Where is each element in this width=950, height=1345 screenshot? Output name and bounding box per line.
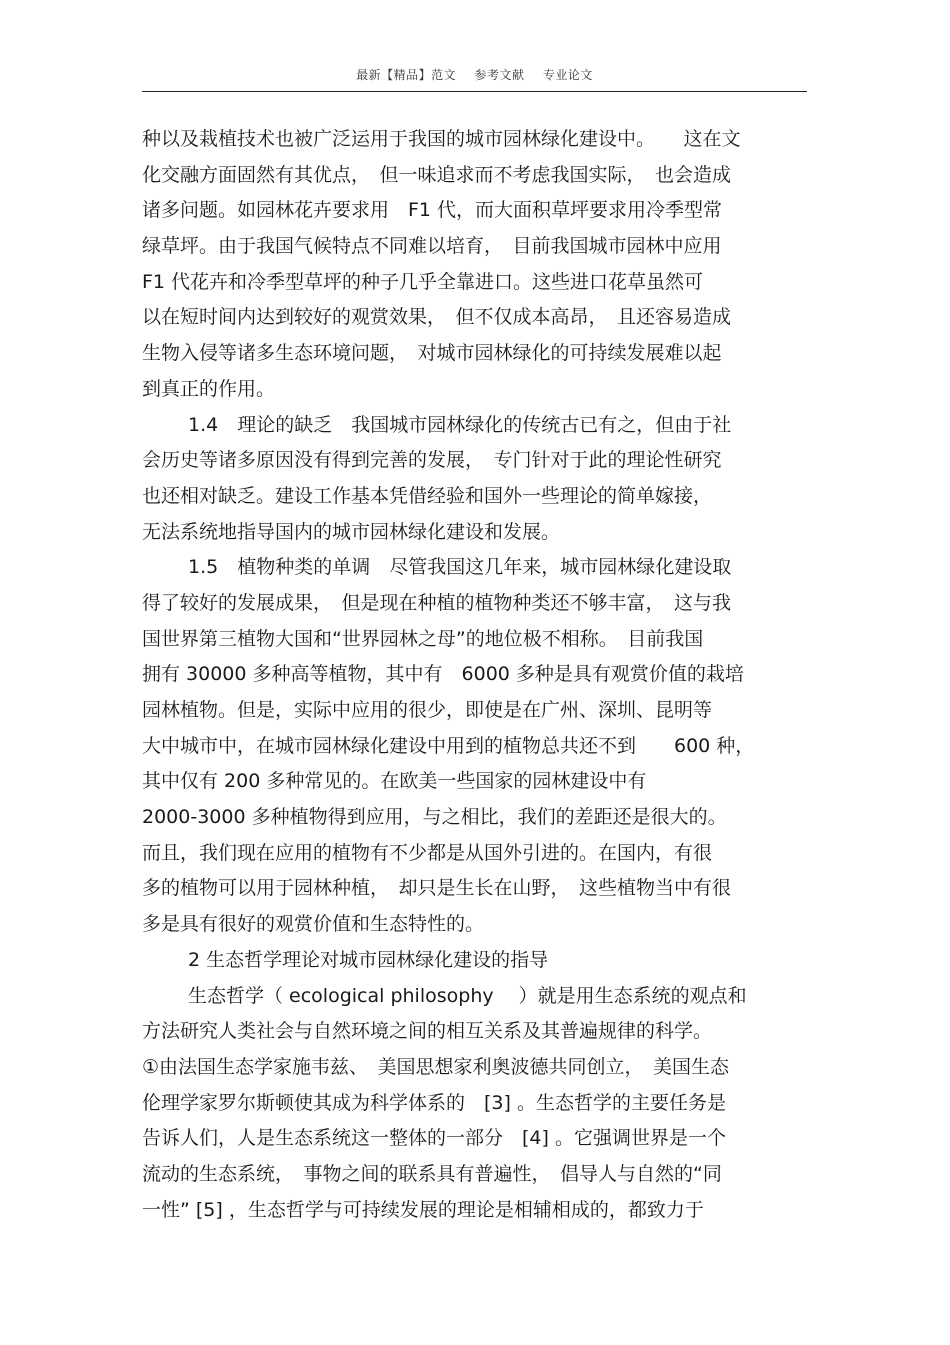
section-2-heading: 2 生态哲学理论对城市园林绿化建设的指导	[188, 948, 549, 971]
text-line: 得了较好的发展成果， 但是现在种植的植物种类还不够丰富， 这与我	[142, 591, 732, 614]
section-1-5-heading-line: 1.5 植物种类的单调 尽管我国这几年来，城市园林绿化建设取	[188, 556, 732, 579]
text-line: 会历史等诸多原因没有得到完善的发展， 专门针对于此的理论性研究	[142, 449, 722, 472]
text-line: 多是具有很好的观赏价值和生态特性的。	[142, 913, 485, 936]
text-line: 其中仅有 200 多种常见的。在欧美一些国家的园林建设中有	[142, 770, 647, 793]
text-line: F1 代花卉和冷季型草坪的种子几乎全靠进口。这些进口花草虽然可	[142, 270, 704, 293]
text-line: 国世界第三植物大国和“世界园林之母”的地位极不相称。 目前我国	[142, 627, 704, 650]
text-line: ①由法国生态学家施韦兹、 美国思想家利奥波德共同创立， 美国生态	[142, 1055, 730, 1078]
text-line: 流动的生态系统， 事物之间的联系具有普遍性， 倡导人与自然的“同	[142, 1162, 722, 1185]
text-line: 拥有 30000 多种高等植物，其中有 6000 多种是具有观赏价值的栽培	[142, 663, 744, 686]
text-line: 园林植物。但是，实际中应用的很少，即使是在广州、深圳、昆明等	[142, 699, 713, 721]
text-line: 也还相对缺乏。建设工作基本凭借经验和国外一些理论的简单嫁接，	[142, 484, 713, 507]
text-line: 方法研究人类社会与自然环境之间的相互关系及其普遍规律的科学。	[142, 1020, 713, 1043]
text-line: 伦理学家罗尔斯顿使其成为科学体系的 [3] 。生态哲学的主要任务是	[142, 1091, 726, 1114]
text-line: 种以及栽植技术也被广泛运用于我国的城市园林绿化建设中。 这在文	[142, 128, 741, 150]
text-line: 化交融方面固然有其优点， 但一味追求而不考虑我国实际， 也会造成	[142, 163, 732, 186]
text-line: 无法系统地指导国内的城市园林绿化建设和发展。	[142, 520, 561, 543]
document-body	[142, 122, 812, 1228]
text-line: 告诉人们，人是生态系统这一整体的一部分 [4] 。它强调世界是一个	[142, 1127, 726, 1150]
header-divider	[142, 91, 807, 92]
header-item-papers: 专业论文	[542, 68, 593, 82]
text-line: 绿草坪。由于我国气候特点不同难以培育， 目前我国城市园林中应用	[142, 235, 722, 258]
text-line: 一性” [5] ，生态哲学与可持续发展的理论是相辅相成的，都致力于	[142, 1198, 704, 1221]
text-line: 多的植物可以用于园林种植， 却只是生长在山野， 这些植物当中有很	[142, 877, 732, 900]
section-1-4-heading-line: 1.4 理论的缺乏 我国城市园林绿化的传统古已有之，但由于社	[188, 413, 732, 436]
text-line: 到真正的作用。	[142, 377, 276, 400]
header-item-featured: 最新【精品】范文	[356, 68, 457, 82]
page-header	[142, 66, 807, 83]
text-line: 而且，我们现在应用的植物有不少都是从国外引进的。在国内，有很	[142, 841, 713, 864]
text-line: 2000-3000 多种植物得到应用，与之相比，我们的差距还是很大的。	[142, 806, 727, 829]
header-item-references: 参考文献	[474, 68, 525, 82]
text-line: 诸多问题。如园林花卉要求用 F1 代，而大面积草坪要求用冷季型常	[142, 199, 723, 222]
text-line: 以在短时间内达到较好的观赏效果， 但不仅成本高昂， 且还容易造成	[142, 306, 732, 329]
text-line: 生物入侵等诸多生态环境问题， 对城市园林绿化的可持续发展难以起	[142, 342, 722, 365]
text-line: 大中城市中，在城市园林绿化建设中用到的植物总共还不到 600 种，	[142, 734, 755, 757]
text-line: 生态哲学（ ecological philosophy ）就是用生态系统的观点和	[188, 984, 747, 1007]
